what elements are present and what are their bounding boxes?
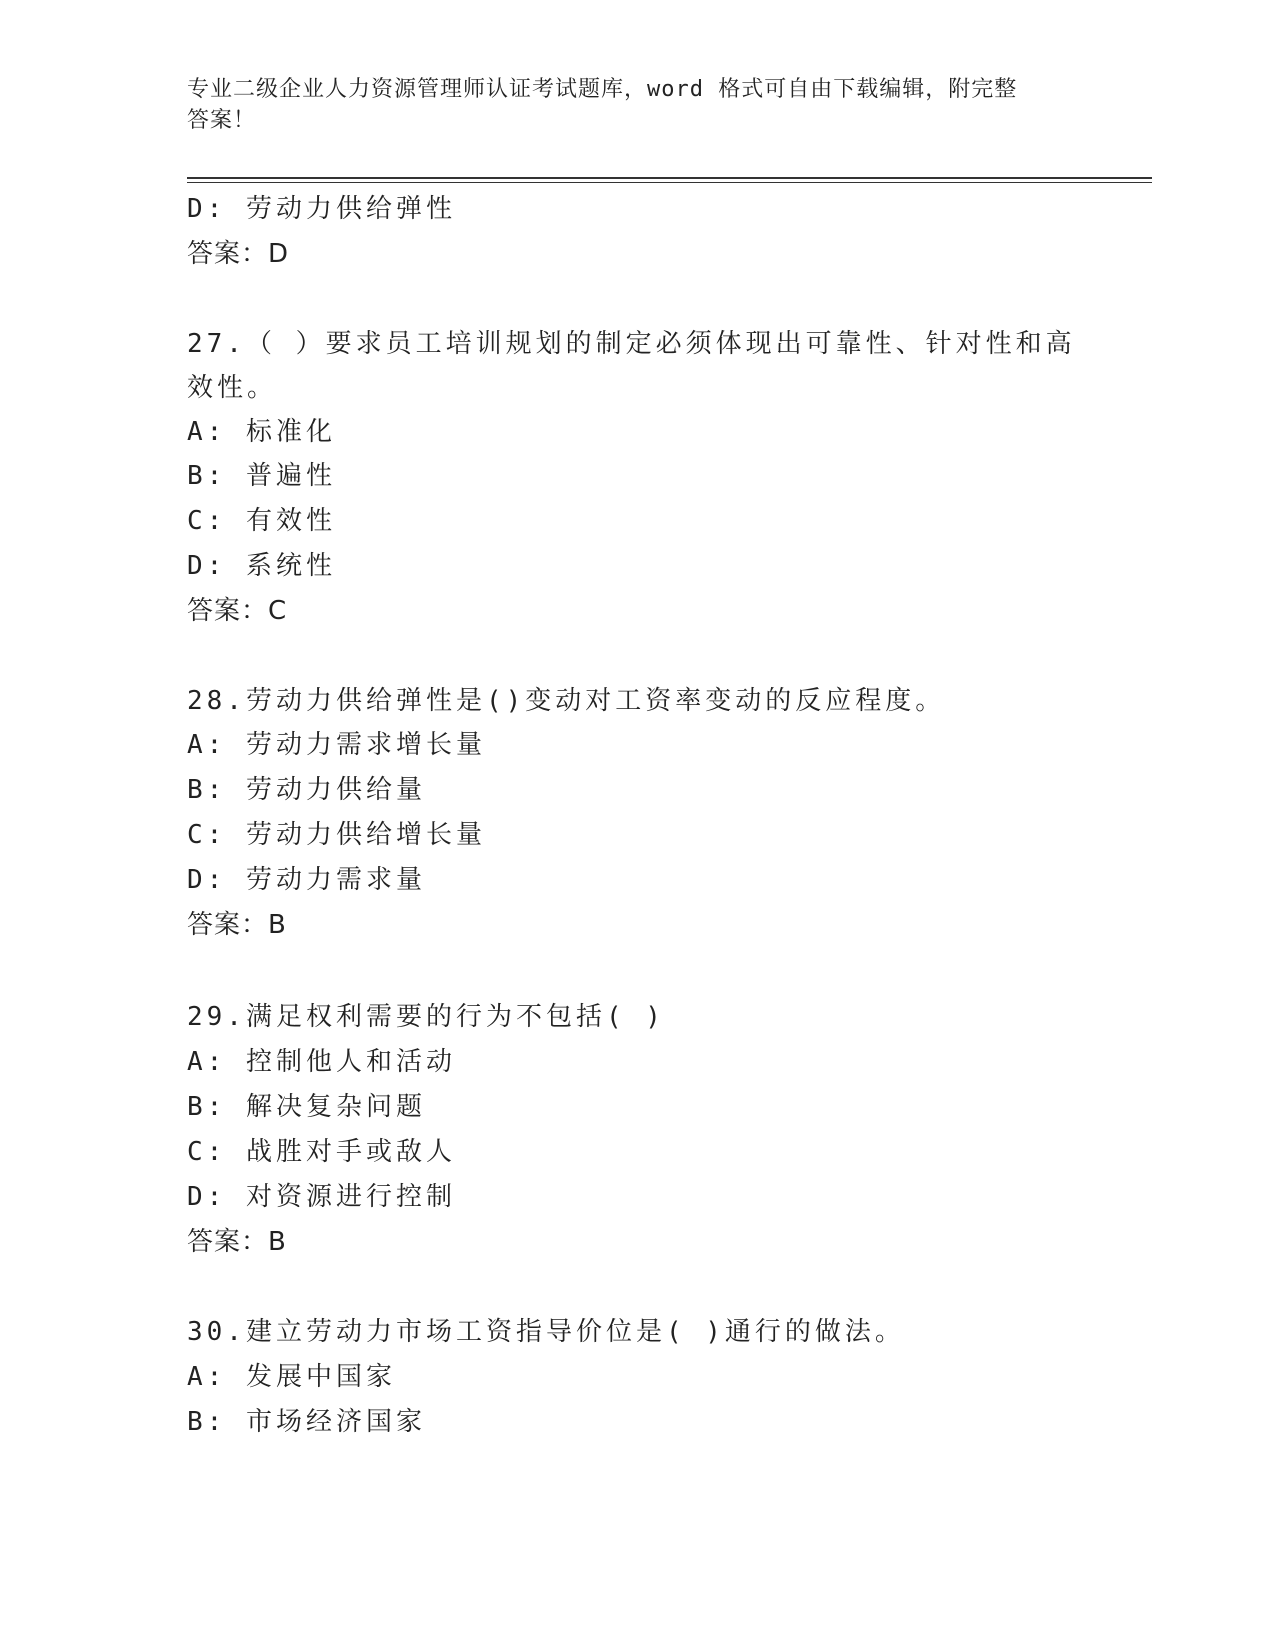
header-line-2: 答案！	[187, 108, 257, 133]
question-30-option-a: A: 发展中国家	[187, 1362, 396, 1392]
question-29-answer: 答案：B	[187, 1227, 287, 1257]
question-29-option-d: D: 对资源进行控制	[187, 1182, 456, 1212]
question-28-option-b: B: 劳动力供给量	[187, 775, 426, 805]
question-30-stem: 30.建立劳动力市场工资指导价位是( )通行的做法。	[187, 1317, 905, 1347]
question-28-stem: 28.劳动力供给弹性是()变动对工资率变动的反应程度。	[187, 686, 946, 716]
question-28-answer: 答案：B	[187, 910, 287, 940]
header-line-1: 专业二级企业人力资源管理师认证考试题库，word 格式可自由下载编辑，附完整	[187, 77, 1018, 102]
question-29-option-c: C: 战胜对手或敌人	[187, 1137, 456, 1167]
question-28-option-d: D: 劳动力需求量	[187, 865, 426, 895]
question-29-stem: 29.满足权利需要的行为不包括( )	[187, 1002, 665, 1032]
header-divider-thin	[187, 182, 1152, 183]
question-28-option-a: A: 劳动力需求增长量	[187, 730, 486, 760]
question-29-option-a: A: 控制他人和活动	[187, 1047, 456, 1077]
question-28-option-c: C: 劳动力供给增长量	[187, 820, 486, 850]
question-27-answer: 答案：C	[187, 596, 288, 626]
question-27-option-a: A: 标准化	[187, 417, 336, 447]
question-29-option-b: B: 解决复杂问题	[187, 1092, 426, 1122]
prev-option-d: D: 劳动力供给弹性	[187, 194, 456, 224]
question-27-stem-2: 效性。	[187, 373, 278, 403]
header-divider	[187, 177, 1152, 179]
prev-answer: 答案：D	[187, 239, 290, 269]
question-27-option-d: D: 系统性	[187, 551, 336, 581]
question-30-option-b: B: 市场经济国家	[187, 1407, 426, 1437]
question-27-stem-1: 27.（ ）要求员工培训规划的制定必须体现出可靠性、针对性和高	[187, 329, 1076, 359]
question-27-option-b: B: 普遍性	[187, 461, 336, 491]
document-header	[187, 74, 1067, 136]
question-27-option-c: C: 有效性	[187, 506, 336, 536]
